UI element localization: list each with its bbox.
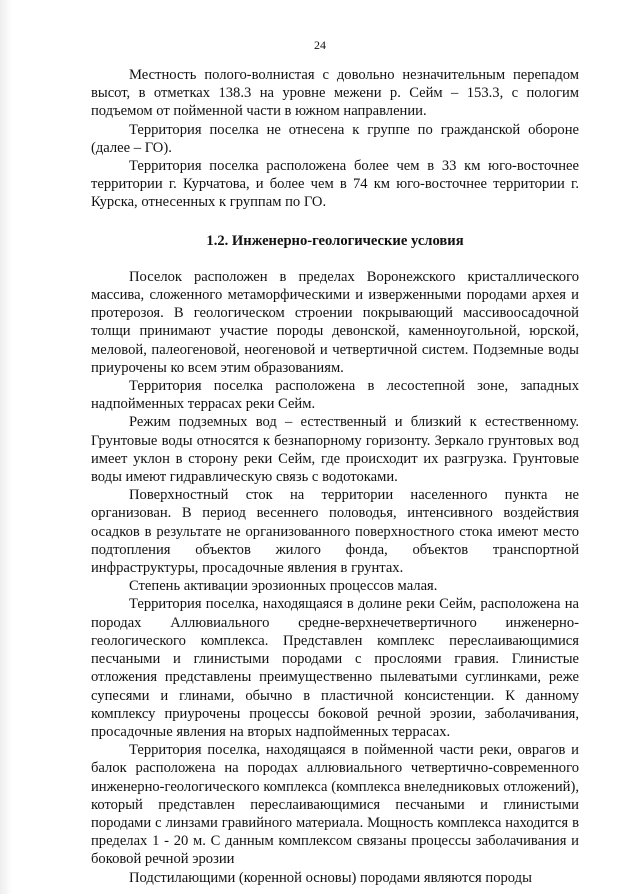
paragraph: Местность полого-волнистая с довольно незначительным перепадом высот, в отметках 138.3 на уровне межени р. Сейм – 153.3, с пологим подъемом от пойменной части в южном направлении.	[91, 67, 579, 120]
page-number: 24	[314, 38, 326, 52]
paragraph: Режим подземных вод – естественный и близкий к естественному. Грунтовые воды относятся к безнапорному горизонту. Зеркало грунтовых вод имеет уклон в сторону реки Сейм, где происходит их разгрузка. Грунтовые воды имеют гидравлическую связь с водотоками.	[91, 414, 579, 486]
scan-edge-shadow	[0, 0, 12, 894]
paragraph: Поверхностный сток на территории населенного пункта не организован. В период весеннего половодья, интенсивного воздействия осадков в результате не организованного поверхностного стока имеют место подтопления объектов жилого фонда, объектов транспортной инфраструктуры, просадочные явления в грунтах.	[91, 487, 579, 577]
paragraph: Подстилающими (коренной основы) породами являются породы	[129, 869, 532, 886]
paragraph: Территория поселка расположена в лесостепной зоне, западных надпойменных террасах реки Сейм.	[91, 378, 579, 413]
paragraph: Поселок расположен в пределах Воронежского кристаллического массива, сложенного метаморфическими и изверженными породами архея и протерозоя. В геологическом строении покрывающий массивоосадочной толщи принимают участие породы девонской, каменноугольной, юрской, меловой, палеогеновой, неогеновой и четвертичной систем. Подземные воды приурочены ко всем этим образованиям.	[91, 268, 579, 376]
paragraph: Территория поселка, находящаяся в пойменной части реки, оврагов и балок расположена на породах аллювиального четвертично-современного инженерно-геологического комплекса (комплекса внеледниковых отложений), который представлен переслаивающимися песчаными и глинистыми породами с линзами гравийного материала. Мощность комплекса находится в пределах 1 - 20 м. С данным комплексом связаны процессы заболачивания и боковой речной эрозии	[91, 742, 579, 868]
page-body	[91, 66, 579, 887]
paragraph: Территория поселка расположена более чем в 33 км юго-восточнее территории г. Курчатова, и более чем в 74 км юго-восточнее территории г. Курска, отнесенных к группам по ГО.	[91, 158, 579, 211]
paragraph: Территория поселка не отнесена к группе по гражданской обороне (далее – ГО).	[91, 121, 579, 156]
paragraph: Территория поселка, находящаяся в долине реки Сейм, расположена на породах Аллювиального средне-верхнечетвертичного инженерно-геологического комплекса. Представлен комплекс переслаивающимися песчаными и глинистыми породами с прослоями гравия. Глинистые отложения представлены преимущественно пылеватыми суглинками, реже супесями и глинами, обычно в пластичной консистенции. К данному комплексу приурочены процессы боковой речной эрозии, заболачивания, просадочные явления на вторых надпойменных террасах.	[91, 596, 579, 740]
section-heading: 1.2. Инженерно-геологические условия	[206, 232, 464, 249]
paragraph: Степень активации эрозионных процессов малая.	[129, 578, 438, 595]
